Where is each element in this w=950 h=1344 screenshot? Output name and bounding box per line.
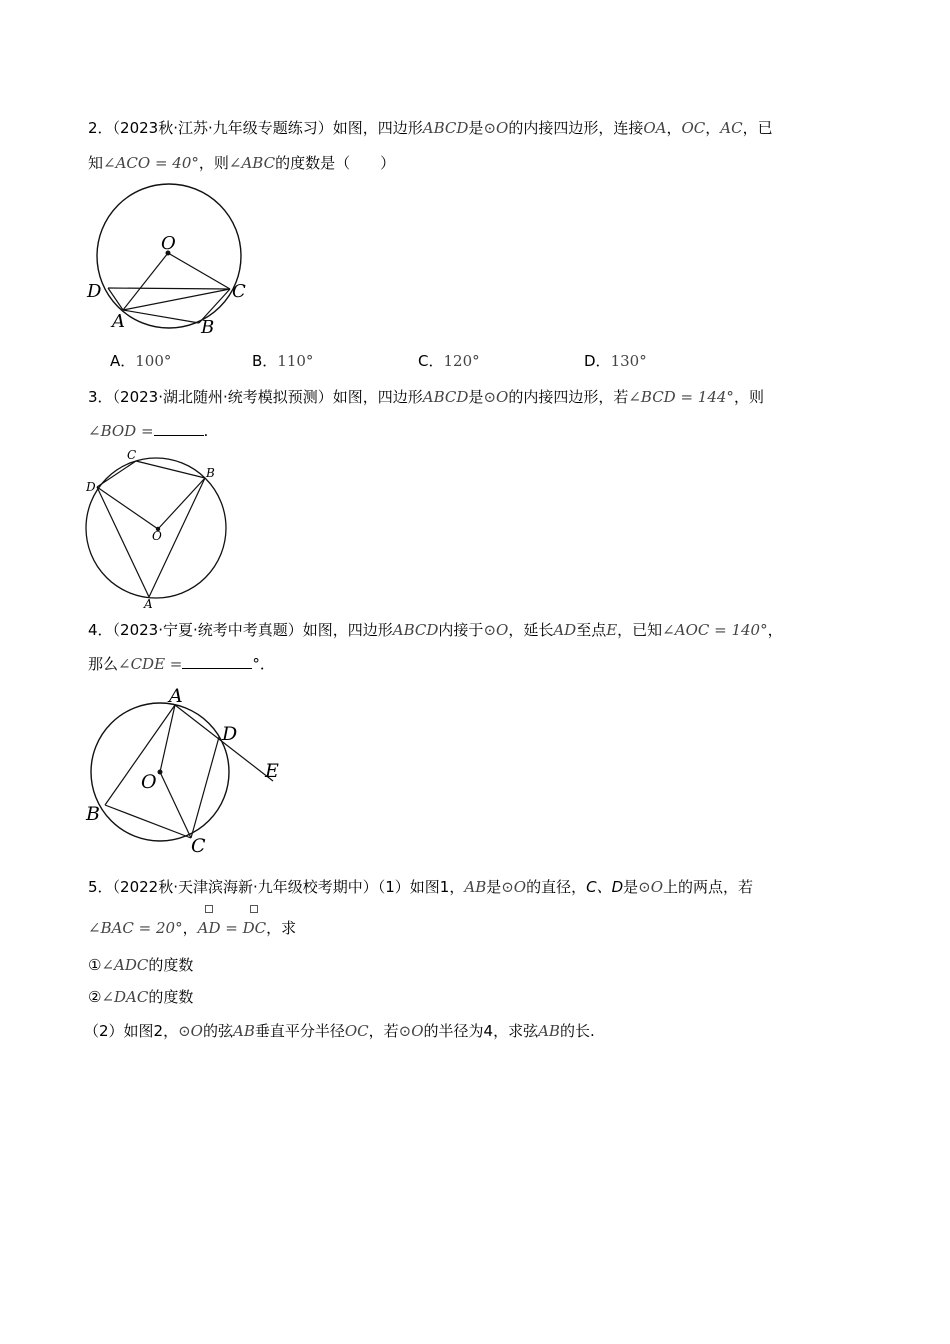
q2-ac: AC [720,119,743,137]
q5-text: 的弦 [202,1022,233,1040]
q2-segment-oc [168,253,230,289]
q4-line2 [88,654,275,674]
q5-sub1-suffix: 的度数 [148,956,194,974]
q2-oc: OC [681,119,706,137]
q3-text: ，则 [733,388,764,406]
q2-angle-given: ∠ACO = 40° [103,154,199,172]
q5-line2 [88,918,296,938]
q5-arc-ad [198,918,221,938]
q5-text: 的直径， [526,878,587,896]
q2-text: 的度数是（ ） [275,154,396,172]
q4-ad: AD [553,621,577,639]
q3-label-a: A [144,597,153,611]
q2-segment-ab [123,310,199,323]
q3-text: 的内接四边形，若 [508,388,629,406]
q2-label-a: A [112,311,125,332]
q4-text: ，延长 [508,621,554,639]
q2-label-o: O [161,233,176,254]
q2-text: 的内接四边形，连接 [508,119,644,137]
q2-angle-ask: ∠ABC [228,154,276,172]
q5-oc: OC [344,1022,369,1040]
q2-option-d [584,350,647,371]
q4-circle: ⊙O [483,621,509,639]
q2-text: ，则 [198,154,229,172]
q4-line1 [88,620,783,640]
q5-sub2-prefix: ② [88,988,102,1006]
q5-sub2-suffix: 的度数 [148,988,194,1006]
q4-text: ， [767,621,783,639]
q2-label-b: B [201,317,215,338]
q2-line2 [88,153,395,173]
q3-text: 如图，四边形 [332,388,423,406]
q5-number: 5． [88,878,113,896]
q4-figure [85,685,285,857]
q3-angle-ask: ∠BOD = [88,422,154,440]
q4-number: 4． [88,621,113,639]
q5-circle: ⊙O [501,878,527,896]
q4-label-c: C [191,835,206,857]
option-letter: C． [418,352,444,370]
arc-mark-icon [250,905,258,913]
option-value: 100° [135,352,172,370]
q5-text: ，若 [368,1022,399,1040]
q5-text: （1）如图1， [377,878,465,896]
option-letter: D． [584,352,611,370]
q2-comma: ， [666,119,682,137]
q5-circle: ⊙O [638,878,664,896]
q3-source: （2023·湖北随州·统考模拟预测） [112,388,333,406]
q5-ab: AB [538,1022,560,1040]
q4-angle-given: ∠AOC = 140° [662,621,768,639]
q4-text: 那么 [88,655,119,673]
q2-circle: ⊙O [483,119,509,137]
q3-figure [84,450,234,610]
q3-angle-given: ∠BCD = 144° [628,388,734,406]
q5-angle-given: ∠BAC = 20° [88,919,183,937]
q3-circle: ⊙O [483,388,509,406]
q5-sub2-angle: ∠DAC [101,988,149,1006]
q2-text: 是 [468,119,484,137]
q2-figure [85,185,255,340]
q2-number: 2． [88,119,113,137]
q3-quad: ABCD [422,388,469,406]
q4-label-d: D [222,723,238,745]
q4-e: E [606,621,618,639]
q5-source: （2022秋·天津滨海新·九年级校考期中） [112,878,378,896]
q4-text: 内接于 [438,621,484,639]
q2-label-d: D [87,281,102,302]
q2-option-a [110,350,171,371]
q4-segment-cd [191,737,219,838]
q2-comma: ， [705,119,721,137]
q4-text: 如图，四边形 [302,621,393,639]
q5-eq: = [220,919,243,937]
q2-line1 [88,118,773,138]
q3-number: 3． [88,388,113,406]
q5-text: 是 [486,878,502,896]
q3-label-c: C [127,448,137,462]
q5-ab: AB [464,878,487,896]
option-letter: B． [252,352,278,370]
q4-angle-ask: ∠CDE = [118,655,183,673]
answer-blank[interactable] [182,654,252,669]
q3-line1 [88,387,764,407]
q5-arc-ad-text: AD [197,919,221,937]
q5-text: （2）如图2， [84,1022,179,1040]
q4-label-o: O [141,771,157,793]
q3-label-b: B [206,466,215,480]
q2-quad: ABCD [422,119,469,137]
q5-text: ，求 [266,919,297,937]
q4-quad: ABCD [392,621,439,639]
q2-segment-da [108,288,123,310]
q5-text: 的长. [559,1022,595,1040]
q5-arc-dc-text: DC [242,919,267,937]
q3-segment-dc [97,461,136,487]
q5-text: 的半径为4，求弦 [423,1022,539,1040]
q2-text: 如图，四边形 [332,119,423,137]
q5-circle: ⊙O [398,1022,424,1040]
q2-segment-oa [123,253,168,310]
q5-arc-dc [243,918,267,938]
q5-text: 上的两点，若 [663,878,754,896]
q3-text: 是 [468,388,484,406]
answer-blank[interactable] [154,421,204,436]
q4-label-e: E [265,760,279,782]
q3-segment-da [97,487,149,597]
q2-text: 知 [88,154,104,172]
q4-label-a: A [169,685,183,707]
q4-source: （2023·宁夏·统考中考真题） [112,621,303,639]
q5-cd: C、D [586,878,624,896]
q2-circle-shape [97,184,241,328]
q2-segment-dc [108,288,230,289]
q2-source: （2023秋·江苏·九年级专题练习） [112,119,333,137]
q2-option-b [252,350,313,371]
q5-line1 [88,877,753,897]
q5-sub2 [88,987,193,1007]
q5-part2 [84,1021,595,1041]
q4-center-dot [158,770,163,775]
q5-text: 是 [623,878,639,896]
arc-mark-icon [205,905,213,913]
q3-segment-bo [158,478,205,529]
q3-label-d: D [86,480,96,494]
option-value: 130° [610,352,647,370]
option-value: 110° [277,352,314,370]
q2-option-c [418,350,480,371]
q5-ab: AB [232,1022,255,1040]
q5-sub1-angle: ∠ADC [101,956,149,974]
q2-oa: OA [643,119,667,137]
q5-sub1-prefix: ① [88,956,102,974]
q5-comma: ， [182,919,198,937]
q4-text: 至点 [576,621,607,639]
q2-label-c: C [232,281,246,302]
q3-end: . [203,422,209,440]
option-letter: A． [110,352,136,370]
q2-text: ，已 [742,119,773,137]
option-value: 120° [443,352,480,370]
q5-circle: ⊙O [178,1022,203,1040]
q4-end: °． [252,655,275,673]
q5-sub1 [88,955,193,975]
q3-label-o: O [152,529,162,543]
q3-segment-do [97,487,158,529]
q4-label-b: B [86,803,100,825]
q5-text: 垂直平分半径 [254,1022,345,1040]
q4-text: ，已知 [617,621,663,639]
q3-line2 [88,421,208,441]
